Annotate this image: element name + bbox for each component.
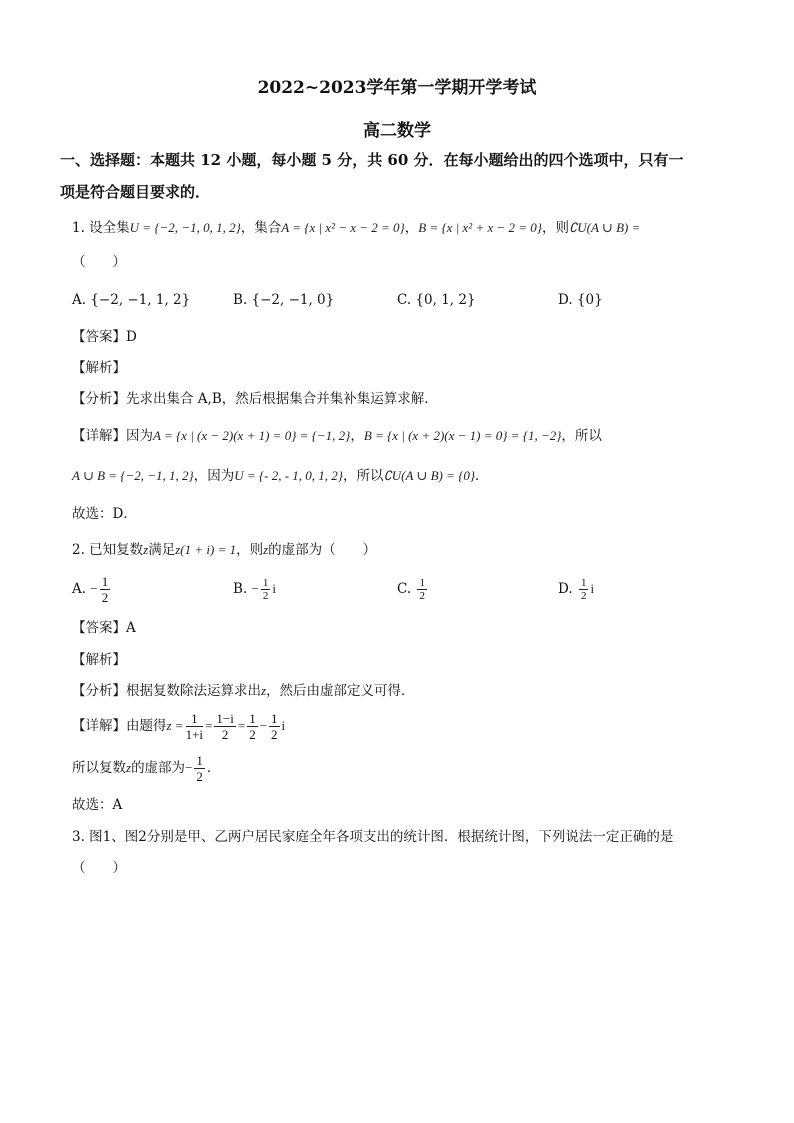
fraction-denominator: 2 [221,727,229,742]
q2-conclude-text: 所以复数 [72,760,126,776]
q2-choose: 故选：A [72,797,123,813]
q2-conclude-end: ． [206,760,221,776]
q1-set-A: A = {x | x² − x − 2 = 0} [281,220,405,235]
q1-result: ∁U(A ∪ B) = {0} [383,468,476,483]
q2-option-c-label: C. [397,581,412,597]
q1-end: ． [475,468,489,484]
q2-equals-sign-2: = [237,718,246,733]
fraction-numerator: 1 [419,577,425,589]
q1-option-a: A. {−2, −1, 1, 2} [72,292,191,308]
q1-because: ，因为 [193,468,235,484]
q1-xiangjie-line-1 [72,426,602,446]
question-3-stem-line-2: （ ） [72,860,126,876]
fraction-denominator: 1+i [185,727,204,742]
q2-conclusion [72,750,220,786]
q1-mid: ，集合 [240,220,282,236]
q2-conclude-fraction [194,753,205,784]
section-heading-line-1: 一、选择题：本题共 12 小题，每小题 5 分，共 60 分．在每小题给出的四个选项中，只有一 [60,151,684,169]
q2-option-b-sign: − [251,581,259,596]
q1-option-d: D. {0} [558,292,603,308]
q1-xiangjie-B: B = {x | (x + 2)(x − 1) = 0} = {1, −2} [363,428,562,443]
fraction-numerator: 1 [196,753,203,768]
q1-option-b: B. {−2, −1, 0} [233,292,335,308]
q2-option-a-sign: − [90,581,98,596]
fraction-denominator: 2 [262,590,269,602]
fraction-numerator: 1−i [216,711,234,726]
q2-fenxi [72,681,415,701]
q2-then: ，则 [236,542,264,558]
q1-xiangjie-line-2 [72,466,489,486]
q2-conclude-z: z [126,760,132,775]
fraction-numerator: 1 [101,574,109,589]
q2-imaginary-i: i [281,718,286,733]
fraction-numerator: 1 [249,711,256,726]
q2-fenxi-label: 【分析】 [72,683,126,699]
fraction-numerator: 1 [580,577,587,589]
q1-xiangjie-b: ， [350,428,364,444]
q2-fraction-1 [186,711,203,742]
q1-expression: ∁U(A ∪ B) = [568,220,641,235]
q1-set-B: B = {x | x² + x − 2 = 0} [418,220,542,235]
q2-option-d-label: D. [558,581,573,597]
q2-xiangjie-text: 由题得 [126,718,167,734]
q1-sep: ， [404,220,419,236]
fraction-numerator: 1 [271,711,278,726]
q2-option-d-fraction [579,577,589,602]
q2-xiangjie [72,708,285,744]
question-2-stem [72,540,376,560]
q1-union: A ∪ B = {−2, −1, 1, 2} [72,468,194,483]
exam-title: 2022~2023学年第一学期开学考试 [257,78,537,98]
q2-prefix: 2. 已知复数 [72,542,144,558]
q2-fraction-4 [269,711,280,742]
q1-fenxi-text: 先求出集合 A,B，然后根据集合并集补集运算求解． [126,391,438,407]
q1-fenxi-label: 【分析】 [72,391,126,407]
q2-option-b-fraction [261,577,271,602]
fraction-denominator: 2 [196,769,203,784]
q1-fenxi [72,389,438,409]
q2-option-d [558,577,594,602]
q1-suoyi: ，所以 [342,468,384,484]
q2-z: z [143,542,149,557]
q2-z-2: z [263,542,269,557]
fraction-denominator: 2 [101,590,109,605]
q1-paren: （ ） [72,254,126,270]
q2-option-a-label: A. [72,581,87,597]
q2-conclude-minus: − [185,760,193,775]
q2-option-c [397,577,429,602]
fraction-denominator: 2 [249,727,256,742]
fraction-denominator: 2 [580,590,587,602]
q2-option-b-suffix: i [272,581,276,596]
q1-jiexi: 【解析】 [72,360,126,376]
q2-mid: 满足 [148,542,176,558]
q1-xiangjie-c: ，所以 [561,428,602,444]
q2-jiexi: 【解析】 [72,652,126,668]
q2-option-d-suffix: i [590,581,595,596]
q2-fraction-3 [247,711,258,742]
q2-conclude-text-2: 的虚部为 [131,760,186,776]
fraction-denominator: 2 [419,590,425,602]
q2-answer: 【答案】A [72,620,136,636]
q1-answer: 【答案】D [72,329,137,345]
q2-xiangjie-label: 【详解】 [72,718,126,734]
q2-tail: 的虚部为（ ） [268,542,377,558]
q2-z-equals: z = [166,718,184,733]
section-heading-line-2: 项是符合题目要求的． [60,183,211,201]
fraction-numerator: 1 [262,577,269,589]
q2-option-c-fraction [417,577,427,602]
exam-subtitle: 高二数学 [363,121,431,141]
q2-equation: z(1 + i) = 1 [175,542,237,557]
q1-xiangjie-label: 【详解】 [72,428,126,444]
q2-minus-sign: − [259,718,268,733]
q2-fenxi-z: z [261,683,267,698]
q2-equals-sign: = [205,718,213,733]
fraction-numerator: 1 [186,711,203,727]
q1-U-again: U = {- 2, - 1, 0, 1, 2} [234,468,343,483]
q2-option-b [233,577,276,602]
question-1-stem [72,218,640,238]
q2-fenxi-text-2: ，然后由虚部定义可得． [266,683,415,699]
fraction-denominator: 2 [271,727,278,742]
question-3-stem-line-1: 3. 图1、图2分别是甲、乙两户居民家庭全年各项支出的统计图．根据统计图，下列说法一定正确的是 [72,829,674,845]
q2-option-a [72,574,112,605]
q1-xiangjie-A: A = {x | (x − 2)(x + 1) = 0} = {−1, 2} [153,428,351,443]
q1-xiangjie-a: 因为 [126,428,153,444]
q2-fraction-2 [214,711,235,742]
q2-option-a-fraction [100,574,111,605]
q1-then: ，则 [541,220,569,236]
q1-set-U: U = {−2, −1, 0, 1, 2} [129,220,241,235]
q1-prefix: 1. 设全集 [72,220,130,236]
q2-fenxi-text: 根据复数除法运算求出 [126,683,261,699]
q1-option-c: C. {0, 1, 2} [397,292,476,308]
q2-option-b-label: B. [233,581,248,597]
q1-choose: 故选：D． [72,506,137,522]
